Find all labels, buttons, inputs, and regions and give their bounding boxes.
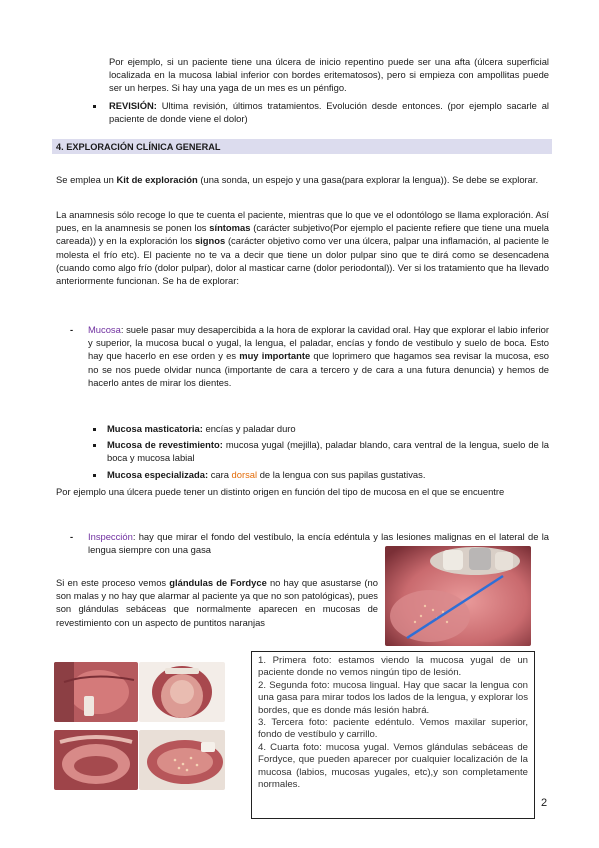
anam-part1: La anamnesis sólo recoge lo que te cuenta el paciente, mientras que lo que ve el odontólogo se llama exploración. Así pues, en la anamnesis se ponen los [56, 209, 549, 234]
photo-2-image [139, 662, 225, 722]
photo-3-paciente-edentulo [54, 730, 138, 790]
caption-3: 3. Tercera foto: paciente edéntulo. Vemos maxilar superior, fondo de vestíbulo y carrillo. [258, 717, 528, 741]
kit-paragraph [56, 173, 549, 186]
photo-captions-box [251, 651, 535, 819]
mucosa-text1: : suele pasar muy desapercibida a la hora de explorar la cavidad oral. Hay que explorar el labio inferior y superior, la mucosa bucal o yugal, la lengua, el paladar, encías y fondo de vestibulo y suelo de boca. Esto hay que hacerlo en ese orden y es [88, 324, 549, 362]
dash-bullet-icon: - [70, 531, 74, 542]
kit-bold: Kit de exploración [116, 174, 198, 185]
revestimiento-text: mucosa yugal (mejilla), paladar blando, cara ventral de la lengua, suelo de la boca y mucosa labial [107, 439, 550, 464]
photo-4-glandulas-fordyce [139, 730, 225, 790]
fordyce-pre: Si en este proceso vemos [56, 577, 170, 588]
bullet-square-icon [93, 105, 96, 108]
caption-1: 1. Primera foto: estamos viendo la mucosa yugal de un paciente donde no vemos ningún tipo de lesión. [258, 655, 528, 679]
especializada-text-post: de la lengua con sus papilas gustativas. [257, 469, 426, 480]
caption-2: 2. Segunda foto: mucosa lingual. Hay que sacar la lengua con una gasa para mirar todos los lados de la lengua, y explorar los bordes, que es donde más lesión habrá. [258, 679, 528, 716]
sub-item-masticatoria [107, 422, 549, 435]
fordyce-bold: glándulas de Fordyce [169, 577, 267, 588]
anam-part3: (carácter objetivo como ver una úlcera, palpar una inflamación, al paciente le molesta el frío etc). El paciente no te va a decir que tiene un dolor pulpar sino que te dirá como se desencadena (cuando como algo frío (dolor pulpar), dolor al masticar carne (dolor periodontal)). Ver si los tratamiento que ha llevado anteriormente funcionan. Se ha de explorar: [56, 235, 549, 287]
anamnesis-paragraph [56, 208, 549, 287]
sub-item-especializada [107, 468, 549, 481]
dorsal-highlight: dorsal [231, 469, 258, 480]
revision-label: REVISIÓN: [109, 100, 157, 111]
photo-1-mucosa-yugal [54, 662, 138, 722]
sintomas-term: síntomas [209, 222, 251, 234]
mucosa-label: Mucosa [88, 324, 121, 335]
bullet-square-icon [93, 428, 96, 431]
revestimiento-label: Mucosa de revestimiento: [107, 439, 223, 450]
bullet-square-icon [93, 474, 96, 477]
revision-text: Ultima revisión, últimos tratamientos. Evolución desde entonces. (por ejemplo sacarle al paciente de donde viene el dolor) [109, 100, 549, 125]
inspeccion-text: : hay que mirar el fondo del vestíbulo, la encía edéntula y las lesiones malignas en el lateral de la lengua siempre con una gasa [88, 531, 549, 556]
muy-importante-term: muy importante [239, 350, 311, 362]
masticatoria-label: Mucosa masticatoria: [107, 423, 203, 434]
mucosa-text2: que loprimero que hagamos sea revisar la mucosa, eso no se nos puede olvidar nunca (importante de cara a tercero y de cara a una futura denuncia) y hemos de hacerlo antes de mirar los dientes. [88, 350, 549, 388]
photo-1-image [54, 662, 138, 722]
fordyce-mucosa-image [385, 546, 531, 646]
anam-part2: (carácter subjetivo(Por ejemplo el paciente refiere que tiene una muela careada)) y en la exploración los [56, 222, 550, 247]
fordyce-mucosa-photo [385, 546, 531, 646]
kit-pre: Se emplea un [56, 174, 117, 185]
fordyce-paragraph [56, 576, 378, 629]
photo-3-image [54, 730, 138, 790]
intro-paragraph: Por ejemplo, si un paciente tiene una úlcera de inicio repentino puede ser una afta (úlcera superficial localizada en la mucosa labial inferior con bordes eritematosos), pero si empieza con ampollitas puede ser un herpes. Si hay una yaga de un mes es un pénfigo. [109, 56, 549, 94]
photo-2-mucosa-lingual [139, 662, 225, 722]
fordyce-post: no hay que asustarse (no son malas y no hay que alarmar al paciente ya que no son patológicas), pues son glándulas sebáceas que normalmente aparecen en mucosas de revestimiento con un aspecto de puntitos naranjas [56, 577, 378, 628]
dash-bullet-icon: - [70, 324, 74, 335]
caption-4: 4. Cuarta foto: mucosa yugal. Vemos glándulas sebáceas de Fordyce, que pueden aparecer por cualquier localización de la mucosa (labios, mucosas yugales, etc),y son completamente normales. [258, 741, 528, 791]
revision-paragraph [109, 99, 549, 125]
masticatoria-text: encías y paladar duro [202, 423, 296, 434]
especializada-text-pre: cara [208, 469, 232, 480]
signos-term: signos [194, 235, 226, 247]
kit-post: (una sonda, un espejo y una gasa(para explorar la lengua)). Se debe se explorar. [197, 174, 539, 185]
bullet-square-icon [93, 444, 96, 447]
inspeccion-label: Inspección [88, 531, 133, 542]
sub-item-revestimiento [107, 438, 549, 464]
especializada-label: Mucosa especializada: [107, 469, 209, 480]
page-number: 2 [541, 797, 548, 809]
mucosa-example-paragraph: Por ejemplo una úlcera puede tener un distinto origen en función del tipo de mucosa en el que se encuentre [56, 486, 505, 497]
section-title: 4. EXPLORACIÓN CLÍNICA GENERAL [56, 142, 221, 152]
mucosa-paragraph [88, 323, 549, 389]
photo-4-image [139, 730, 225, 790]
